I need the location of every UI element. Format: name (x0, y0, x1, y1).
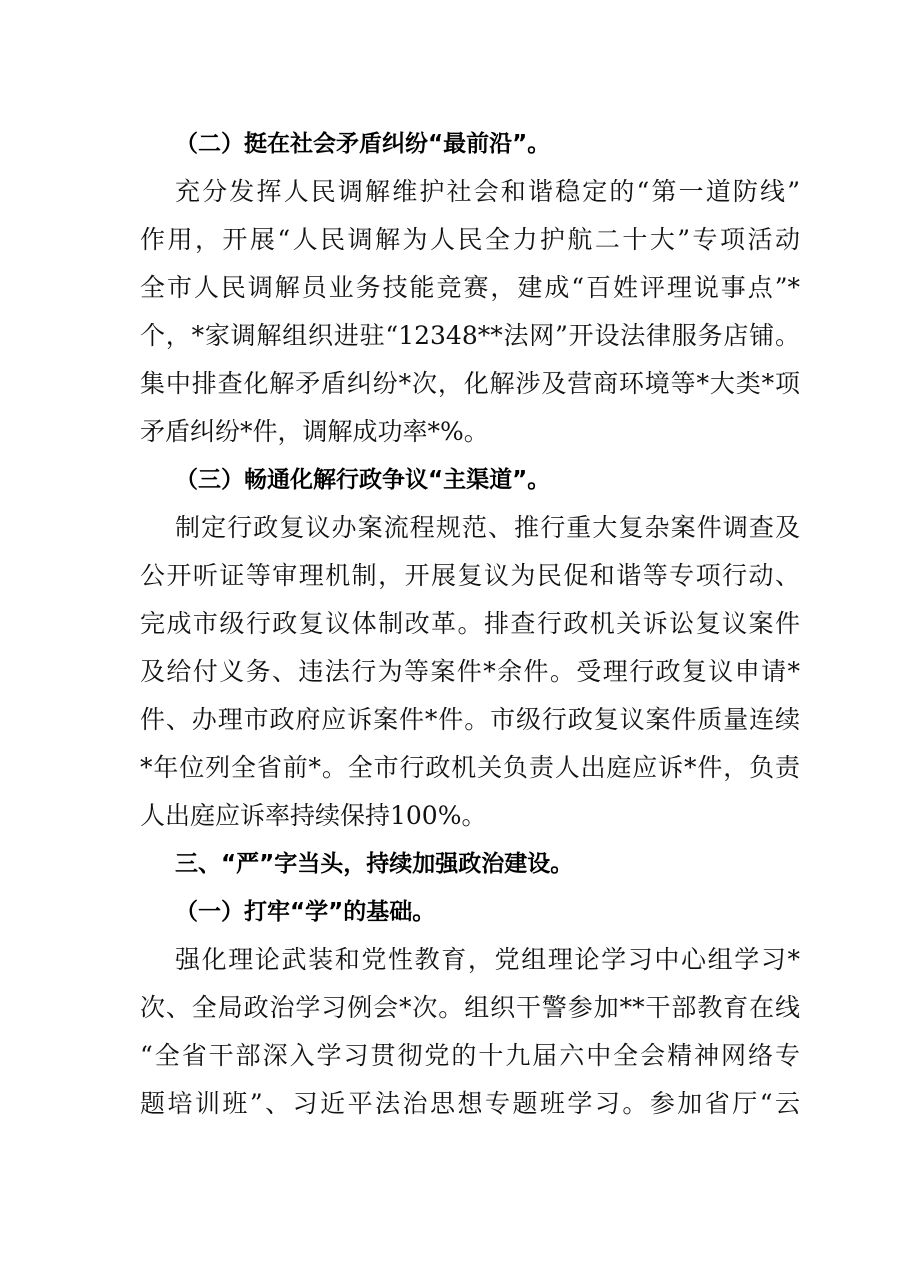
paragraph-line: 集中排查化解矛盾纠纷*次，化解涉及营商环境等*大类*项 (140, 369, 800, 398)
paragraph-line: 个，*家调解组织进驻“12348**法网”开设法律服务店铺。 (140, 321, 800, 350)
section-heading-3-1: （一）打牢“学”的基础。 (175, 899, 436, 925)
paragraph-line: 人出庭应诉率持续保持100%。 (140, 801, 487, 830)
paragraph-line: 题培训班”、习近平法治思想专题班学习。参加省厅“云 (140, 1089, 800, 1118)
section-heading-2-3: （三）畅通化解行政争议“主渠道”。 (175, 467, 551, 493)
paragraph-line: 作用，开展“人民调解为人民全力护航二十大”专项活动 (140, 225, 800, 254)
chapter-heading-3: 三、“严”字当头，持续加强政治建设。 (175, 851, 574, 877)
paragraph-line: 制定行政复议办案流程规范、推行重大复杂案件调查及 (175, 513, 800, 542)
paragraph-line: 充分发挥人民调解维护社会和谐稳定的“第一道防线” (175, 177, 800, 206)
paragraph-line: 全市人民调解员业务技能竞赛，建成“百姓评理说事点”* (140, 273, 800, 302)
paragraph-line: 件、办理市政府应诉案件*件。市级行政复议案件质量连续 (140, 705, 800, 734)
section-heading-2-2: （二）挺在社会矛盾纠纷“最前沿”。 (175, 131, 551, 157)
paragraph-line: 矛盾纠纷*件，调解成功率*%。 (140, 417, 489, 446)
paragraph-line: “全省干部深入学习贯彻党的十九届六中全会精神网络专 (140, 1041, 800, 1070)
paragraph-line: 次、全局政治学习例会*次。组织干警参加**干部教育在线 (140, 993, 800, 1022)
paragraph-line: *年位列全省前*。全市行政机关负责人出庭应诉*件，负责 (140, 753, 800, 782)
paragraph-line: 公开听证等审理机制，开展复议为民促和谐等专项行动、 (140, 561, 800, 590)
paragraph-line: 强化理论武装和党性教育，党组理论学习中心组学习* (175, 945, 800, 974)
paragraph-line: 完成市级行政复议体制改革。排查行政机关诉讼复议案件 (140, 609, 800, 638)
paragraph-line: 及给付义务、违法行为等案件*余件。受理行政复议申请* (140, 657, 800, 686)
